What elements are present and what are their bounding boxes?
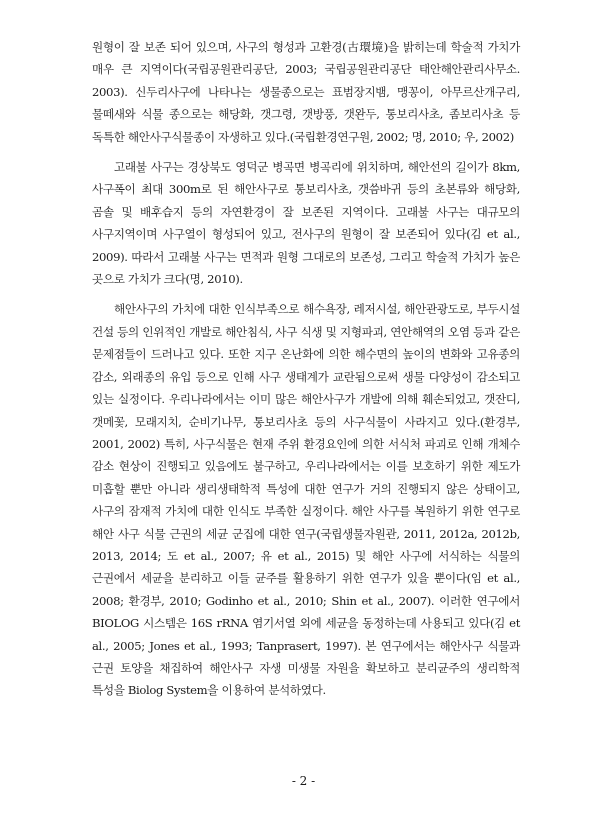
body-text bbox=[92, 36, 520, 710]
paragraph-goraebul-dune: 고래불 사구는 경상북도 영덕군 병곡면 병곡리에 위치하며, 해안선의 길이가 8km, 사구폭이 최대 300m로 된 해안사구로 통보리사초, 갯씀바귀 등의 초본류와 해당화, 곰솔 및 배후습지 등의 자연환경이 잘 보존된 지역이다. 고래불 사구는 대규모의 사구지역이며 사구열이 형성되어 있고, 전사구의 원형이 잘 보존되어 있다(김 et al., 2009). 따라서 고래불 사구는 면적과 원형 그대로의 보존성, 그리고 학술적 가치가 높은 곳으로 가치가 크다(명, 2010). bbox=[92, 160, 520, 287]
paragraph-dune-research: 해안사구의 가치에 대한 인식부족으로 해수욕장, 레저시설, 해안관광도로, 부두시설 건설 등의 인위적인 개발로 해안침식, 사구 식생 및 지형파괴, 연안해역의 오염 등과 같은 문제점들이 드러나고 있다. 또한 지구 온난화에 의한 해수면의 높이의 변화와 고유종의 감소, 외래종의 유입 등으로 인해 사구 생태계가 교란됨으로써 생물 다양성이 감소되고 있는 실정이다. 우리나라에서는 이미 많은 해안사구가 개발에 의해 훼손되었고, 갯잔디, 갯메꽃, 모래지치, 순비기나무, 통보리사초 등의 사구식물이 사라지고 있다.(환경부, 2001, 2002) 특히, 사구식물은 현재 주위 환경요인에 의한 서식처 파괴로 인해 개체수 감소 현상이 진행되고 있음에도 불구하고, 우리나라에서는 이를 보호하기 위한 제도가 미흡할 뿐만 아니라 생리생태학적 특성에 대한 연구가 거의 진행되지 않은 상태이고, 사구의 잠재적 가치에 대한 인식도 부족한 실정이다. 해안 사구를 복원하기 위한 연구로 해안 사구 식물 근권의 세균 군집에 대한 연구(국립생물자원관, 2011, 2012a, 2012b, 2013, 2014; 도 et al., 2007; 유 et al., 2015) 및 해안 사구에 서식하는 식물의 근권에서 세균을 분리하고 이들 균주를 활용하기 위한 연구가 있을 뿐이다(임 et al., 2008; 환경부, 2010; Godinho et al., 2010; Shin et al., 2007). 이러한 연구에서 BIOLOG 시스템은 16S rRNA 염기서열 외에 세균을 동정하는데 사용되고 있다(김 et al., 2005; Jones et al., 1993; Tanprasert, 1997). 본 연구에서는 해안사구 식물과 근권 토양을 채집하여 해안사구 자생 미생물 자원을 확보하고 분리균주의 생리학적 특성을 Biolog System을 이용하여 분석하였다. bbox=[92, 302, 520, 698]
paragraph-continuation: 원형이 잘 보존 되어 있으며, 사구의 형성과 고환경(古環境)을 밝히는데 학술적 가치가 매우 큰 지역이다(국립공원관리공단, 2003; 국립공원관리공단 태안해안관리사무소. 2003). 신두리사구에 나타나는 생물종으로는 표범장지뱀, 맹꽁이, 아무르산개구리, 물떼새와 식물 종으로는 해당화, 갯그령, 갯방풍, 갯완두, 통보리사초, 좀보리사초 등 독특한 해안사구식물종이 자생하고 있다.(국립환경연구원, 2002; 명, 2010; 우, 2002) bbox=[92, 40, 520, 144]
page-number: - 2 - bbox=[291, 774, 316, 788]
